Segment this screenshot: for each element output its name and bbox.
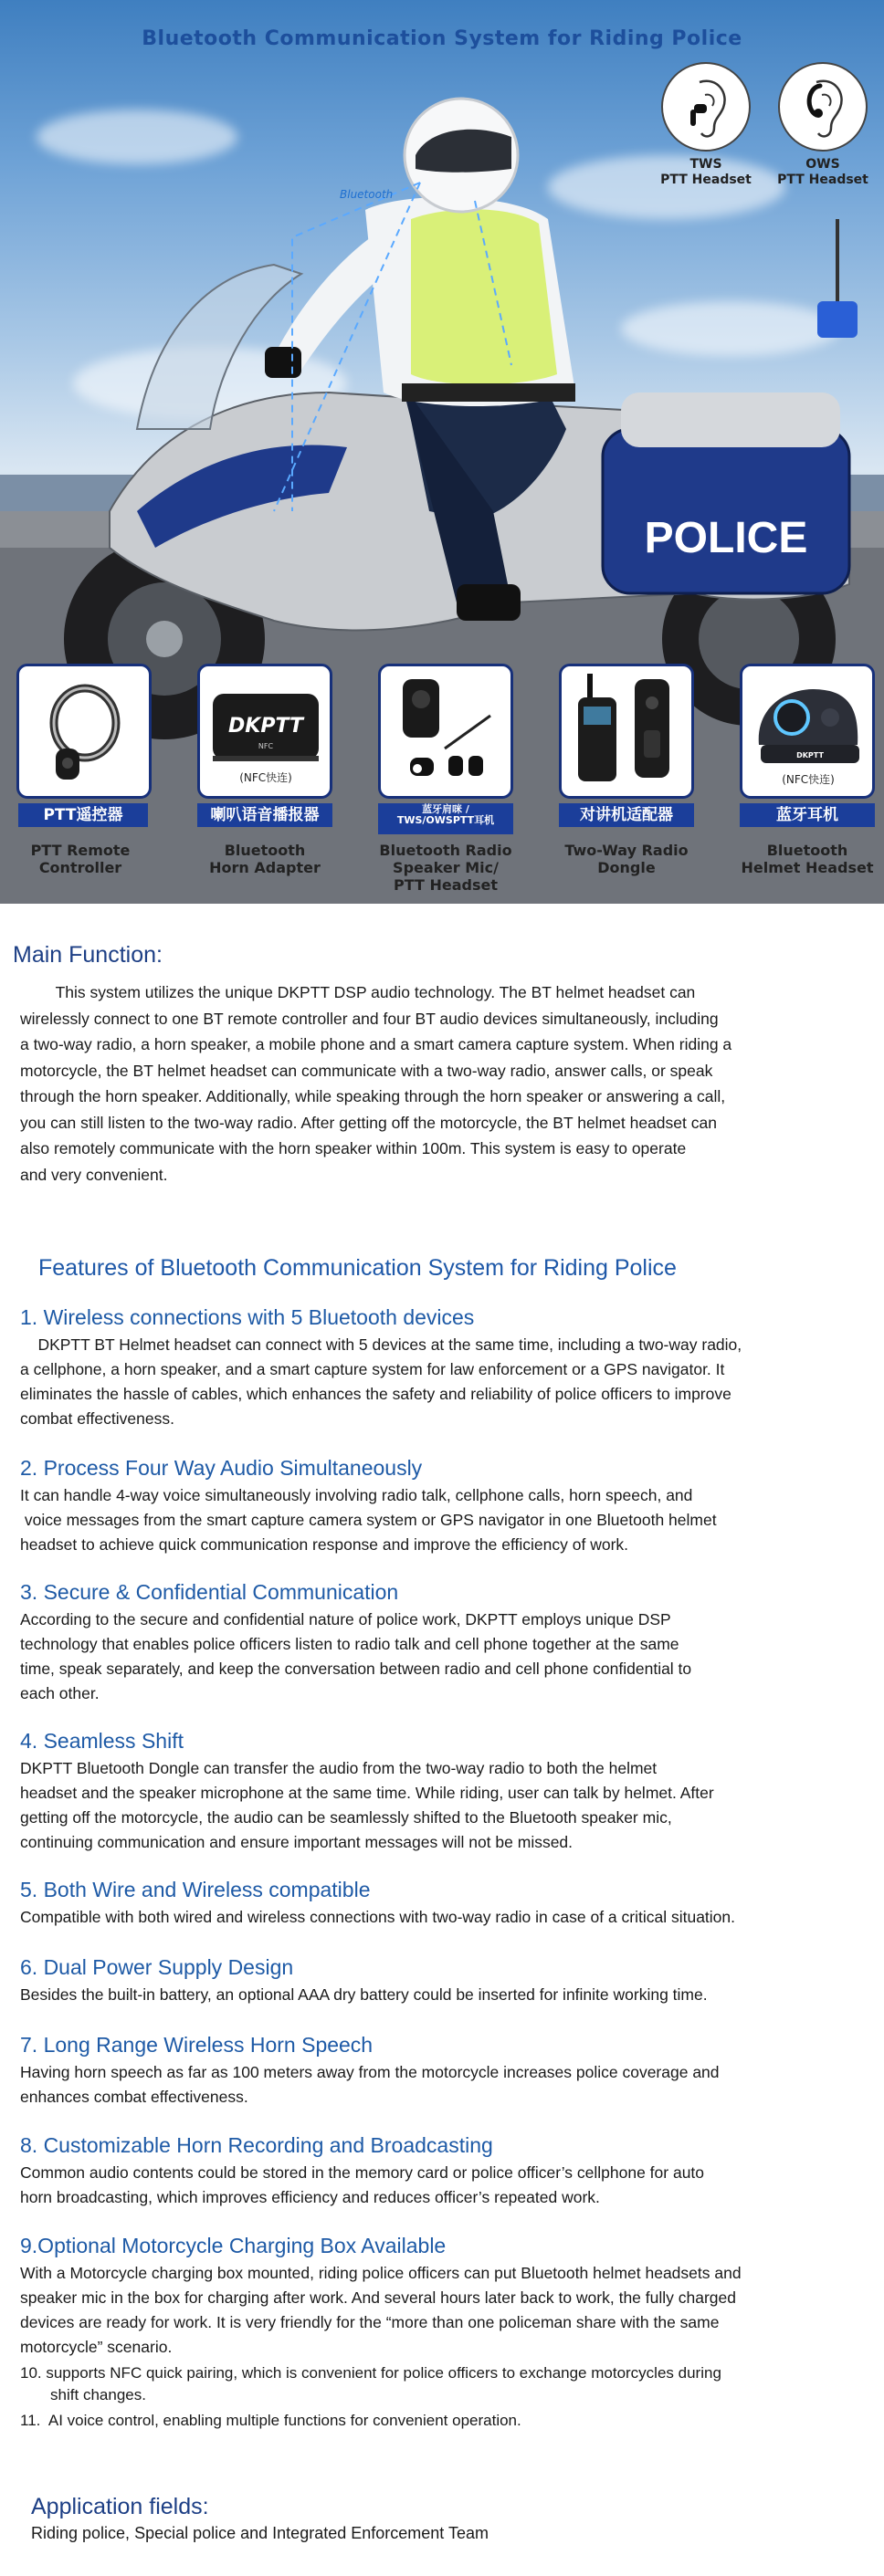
product-cn-label: 喇叭语音播报器 — [197, 803, 332, 827]
main-line: This system utilizes the unique DKPTT DSP audio technology. The BT helmet headset can — [20, 983, 696, 1001]
feature-heading: 7. Long Range Wireless Horn Speech — [20, 2033, 374, 2057]
feature-heading: 2. Process Four Way Audio Simultaneously — [20, 1456, 423, 1480]
feature-note-10: 10. supports NFC quick pairing, which is convenient for police officers to exchange motorcycles during shift changes. — [20, 2364, 721, 2403]
main-line: wirelessly connect to one BT remote controller and four BT audio devices simultaneously, including — [20, 1009, 719, 1028]
main-line: through the horn speaker. Additionally, while speaking through the horn speaker or answering a call, — [20, 1087, 726, 1105]
horn-adapter-nfc-mark: NFC — [258, 742, 274, 750]
main-line: motorcycle, the BT helmet headset can communicate with a two-way radio, answer calls, or speak — [20, 1061, 713, 1080]
main-line: also remotely communicate with the horn speaker within 100m. This system is easy to operate — [20, 1139, 687, 1157]
horn-adapter-icon — [200, 666, 330, 796]
ptt-remote-icon — [19, 666, 149, 796]
helmet-headset-nfc-label: (NFC快连) — [782, 773, 835, 786]
feature-heading: 1. Wireless connections with 5 Bluetooth devices — [20, 1305, 475, 1329]
feature-heading: 5. Both Wire and Wireless compatible — [20, 1878, 371, 1901]
product-helmet-headset — [740, 664, 875, 799]
feature-note-11: 11. AI voice control, enabling multiple functions for convenient operation. — [20, 2412, 521, 2429]
main-function-title: Main Function: — [13, 942, 163, 968]
helmet-headset-brand: DKPTT — [796, 751, 824, 759]
main-line: and very convenient. — [20, 1165, 168, 1184]
police-text: POLICE — [644, 514, 808, 562]
feature-heading: 4. Seamless Shift — [20, 1729, 184, 1753]
feature-body: Compatible with both wired and wireless connections with two-way radio in case of a critical situation. — [20, 1908, 736, 1926]
product-cn-label: 对讲机适配器 — [559, 803, 694, 827]
application-title: Application fields: — [31, 2494, 209, 2519]
feature-body: DKPTT BT Helmet headset can connect with 5 devices at the same time, including a two-way radio, a cellphone, a horn speaker, and a smart capture system for law enforcement or a GPS navigator. It eliminates the hassle of cables, which enhances the safety and reliability of police officers to improve combat effectiveness. — [20, 1335, 742, 1428]
product-en-label: Two-Way Radio Dongle — [564, 842, 689, 876]
feature-heading: 3. Secure & Confidential Communication — [20, 1580, 399, 1604]
speaker-mic-icon — [381, 666, 510, 796]
main-function-body — [20, 979, 842, 1188]
product-cn-label: PTT遥控器 — [18, 803, 148, 827]
application-body: Riding police, Special police and Integrated Enforcement Team — [31, 2524, 489, 2542]
product-en-label: Bluetooth Radio Speaker Mic/ PTT Headset — [379, 842, 512, 894]
helmet-headset-icon — [742, 666, 872, 796]
product-ptt-remote — [16, 664, 152, 799]
product-speaker-mic — [378, 664, 513, 799]
hero-banner — [0, 0, 884, 904]
product-radio-dongle — [559, 664, 694, 799]
horn-adapter-nfc-label: (NFC快连) — [239, 771, 292, 784]
feature-heading: 8. Customizable Horn Recording and Broadcasting — [20, 2133, 493, 2157]
hero-title: Bluetooth Communication System for Riding Police — [142, 27, 742, 50]
product-en-label: Bluetooth Helmet Headset — [741, 842, 874, 876]
radio-dongle-icon — [562, 666, 691, 796]
product-en-label: PTT Remote Controller — [30, 842, 131, 876]
feature-body: Having horn speech as far as 100 meters away from the motorcycle increases police coverage and enhances combat effectiveness. — [20, 2063, 720, 2106]
feature-body: DKPTT Bluetooth Dongle can transfer the audio from the two-way radio to both the helmet headset and the speaker microphone at the same time. While riding, user can talk by helmet. After getting off the motorcycle, the audio can be seamlessly shifted to the Bluetooth speaker mic, continuing communication and ensure important messages will not be missed. — [20, 1759, 714, 1851]
feature-body: Besides the built-in battery, an optional AAA dry battery could be inserted for infinite working time. — [20, 1985, 708, 2004]
bluetooth-signal-label: Bluetooth — [340, 188, 394, 201]
headset-label-ows: OWS PTT Headset — [777, 157, 868, 187]
main-line: you can still listen to the two-way radio. After getting off the motorcycle, the BT helmet headset can — [20, 1113, 717, 1132]
features-title: Features of Bluetooth Communication System for Riding Police — [38, 1255, 677, 1281]
horn-adapter-brand: DKPTT — [228, 715, 303, 738]
feature-heading: 9.Optional Motorcycle Charging Box Available — [20, 2234, 447, 2257]
feature-body: With a Motorcycle charging box mounted, riding police officers can put Bluetooth helmet headsets and speaker mic in the box for charging after work. And several hours later back to work, the fully charged devices are ready for work. It is very friendly for the “more than one policeman share with the same motorcycle” scenario. — [20, 2264, 742, 2356]
main-line: a two-way radio, a horn speaker, a mobile phone and a smart camera capture system. When riding a — [20, 1035, 732, 1053]
feature-body: It can handle 4-way voice simultaneously involving radio talk, cellphone calls, horn speech, and voice messages from the smart capture camera system or GPS navigator in one Bluetooth helmet headset to achieve quick communication response and improve the efficiency of work. — [20, 1486, 717, 1554]
feature-body: Common audio contents could be stored in the memory card or police officer’s cellphone for auto horn broadcasting, which improves efficiency and reduces officer’s repeated work. — [20, 2163, 705, 2206]
feature-body: According to the secure and confidential nature of police work, DKPTT employs unique DSP technology that enables police officers listen to radio talk and cell phone together at the same time, speak separately, and keep the conversation between radio and cell phone confidential to each other. — [20, 1610, 692, 1702]
product-cn-label: 蓝牙肩咪 / TWS/OWSPTT耳机 — [378, 803, 513, 834]
product-horn-adapter — [197, 664, 332, 799]
feature-heading: 6. Dual Power Supply Design — [20, 1955, 294, 1979]
headset-label-tws: TWS PTT Headset — [660, 157, 752, 187]
product-en-label: Bluetooth Horn Adapter — [209, 842, 321, 876]
product-cn-label: 蓝牙耳机 — [740, 803, 875, 827]
